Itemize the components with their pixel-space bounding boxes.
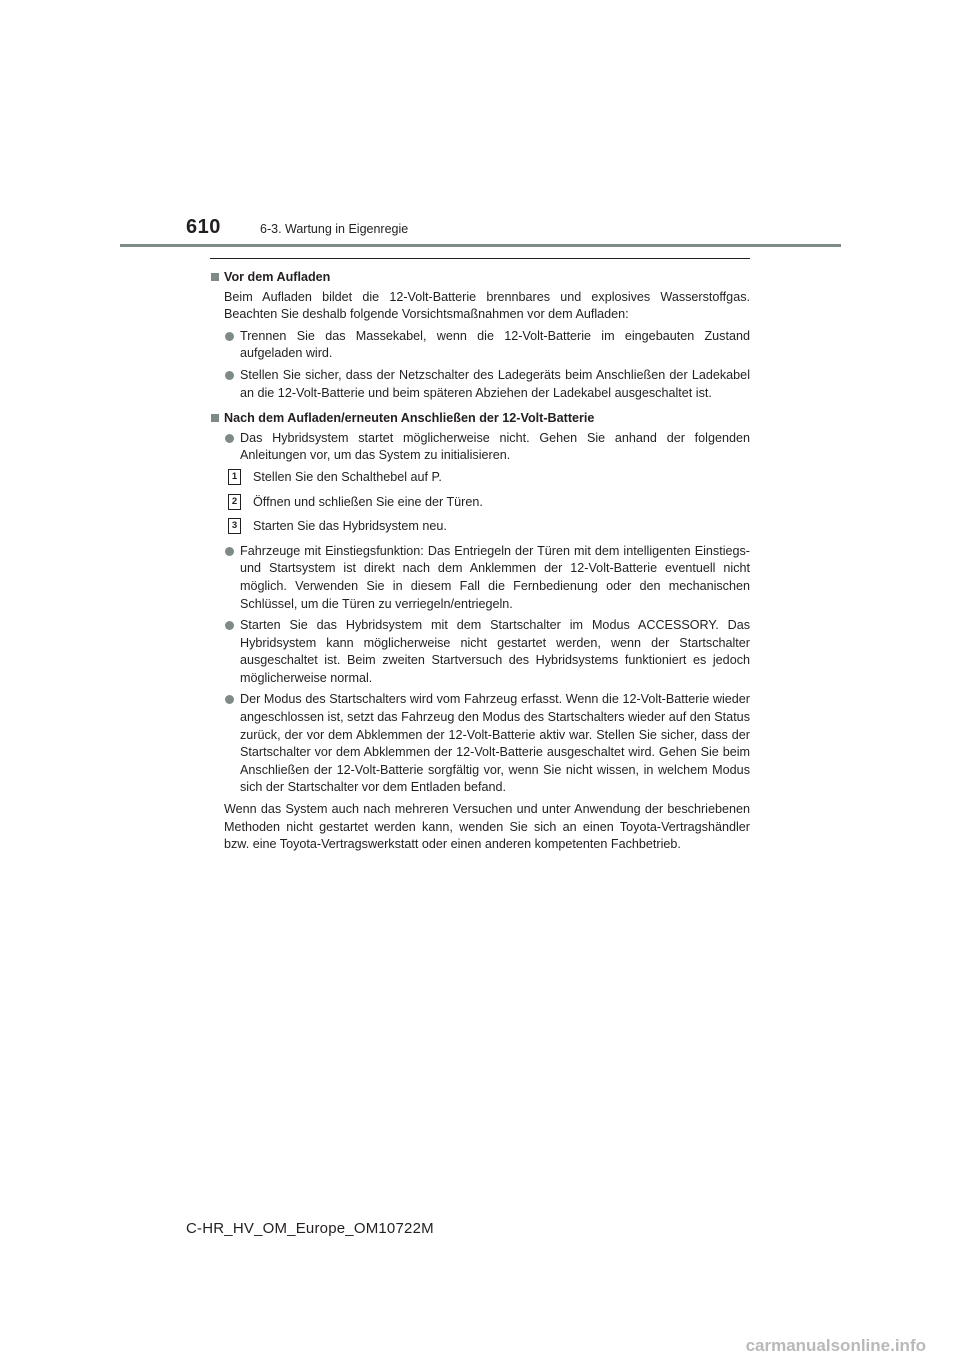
section-intro: Beim Aufladen bildet die 12-Volt-Batterie brennbares und explosives Wasserstoffgas. Beachten Sie deshalb folgende Vorsichtsmaßnahmen vor dem Aufladen: (224, 289, 750, 322)
closing-paragraph: Wenn das System auch nach mehreren Versuchen und unter Anwendung der beschriebenen Methoden nicht gestartet werden kann, wenden Sie sich an einen Toyota-Vertragshändler bzw. eine Toyota-Vertragswerkstatt oder einen anderen kompetenten Fachbetrieb. (224, 802, 750, 852)
step-number: 3 (228, 518, 241, 534)
list-item-text: Starten Sie das Hybridsystem mit dem Startschalter im Modus ACCESSORY. Das Hybridsystem kann möglicherweise nicht gestartet werden, wenn der Startschalter ausgeschaltet ist. Beim zweiten Startversuch des Hybridsystems funktioniert es jedoch möglicherweise normal. (240, 618, 750, 685)
list-item-text: Stellen Sie sicher, dass der Netzschalter des Ladegeräts beim Anschließen der Ladekabel an die 12-Volt-Batterie und beim späteren Abziehen der Ladekabel ausgeschaltet ist. (240, 367, 750, 400)
list-item-text: Trennen Sie das Massekabel, wenn die 12-Volt-Batterie im eingebauten Zustand aufgeladen wird. (240, 328, 750, 361)
footer-doc-id: C-HR_HV_OM_Europe_OM10722M (186, 1220, 434, 1237)
step-text: Starten Sie das Hybridsystem neu. (253, 519, 447, 534)
circle-bullet-icon (225, 332, 234, 341)
step-text: Öffnen und schließen Sie eine der Türen. (253, 494, 483, 509)
list-item-text: Fahrzeuge mit Einstiegsfunktion: Das Entriegeln der Türen mit dem intelligenten Einstiegs- und Startsystem ist direkt nach dem Anklemmen der 12-Volt-Batterie eventuell nicht möglich. Verwenden Sie in diesem Fall die Fernbedienung oder den mechanischen Schlüssel, um die Türen zu verriegeln/entriegeln. (240, 543, 750, 611)
heading-text: Nach dem Aufladen/erneuten Anschließen der 12-Volt-Batterie (224, 411, 595, 426)
square-bullet-icon (211, 414, 219, 422)
circle-bullet-icon (225, 434, 234, 443)
header-rule (120, 244, 841, 247)
section-heading (210, 410, 750, 428)
page-header (0, 0, 960, 250)
circle-bullet-icon (225, 695, 234, 704)
list-item (210, 691, 750, 797)
step-number: 1 (228, 469, 241, 485)
step-number: 2 (228, 494, 241, 510)
list-item (210, 367, 750, 402)
watermark: carmanualsonline.info (745, 1336, 926, 1355)
list-item-text: Das Hybridsystem startet möglicherweise nicht. Gehen Sie anhand der folgenden Anleitungen vor, um das System zu initialisieren. (240, 430, 750, 463)
list-item (210, 430, 750, 465)
section-title: 6-3. Wartung in Eigenregie (260, 222, 409, 236)
square-bullet-icon (211, 273, 219, 281)
circle-bullet-icon (225, 621, 234, 630)
heading-text: Vor dem Aufladen (224, 270, 331, 284)
list-item-text: Der Modus des Startschalters wird vom Fahrzeug erfasst. Wenn die 12-Volt-Batterie wieder angeschlossen ist, setzt das Fahrzeug den Modus des Startschalters wieder auf den Status zurück, der vor dem Abklemmen der 12-Volt-Batterie aktiv war. Stellen Sie sicher, dass der Startschalter vor dem Abklemmen der 12-Volt-Batterie ausgeschaltet wird. Gehen Sie beim Anschließen der 12-Volt-Batterie sorgfältig vor, wenn Sie nicht wissen, in welchem Modus sich der Startschalter vor dem Entladen befand. (240, 692, 750, 795)
page-content (210, 258, 750, 854)
list-item (210, 328, 750, 363)
step-item (210, 469, 750, 487)
step-text: Stellen Sie den Schalthebel auf P. (253, 469, 442, 484)
step-item (210, 518, 750, 536)
list-item (210, 617, 750, 687)
step-item (210, 494, 750, 512)
list-item (210, 543, 750, 613)
page-number: 610 (186, 216, 221, 238)
circle-bullet-icon (225, 547, 234, 556)
circle-bullet-icon (225, 371, 234, 380)
section-heading (210, 269, 750, 287)
content-rule (210, 258, 750, 259)
